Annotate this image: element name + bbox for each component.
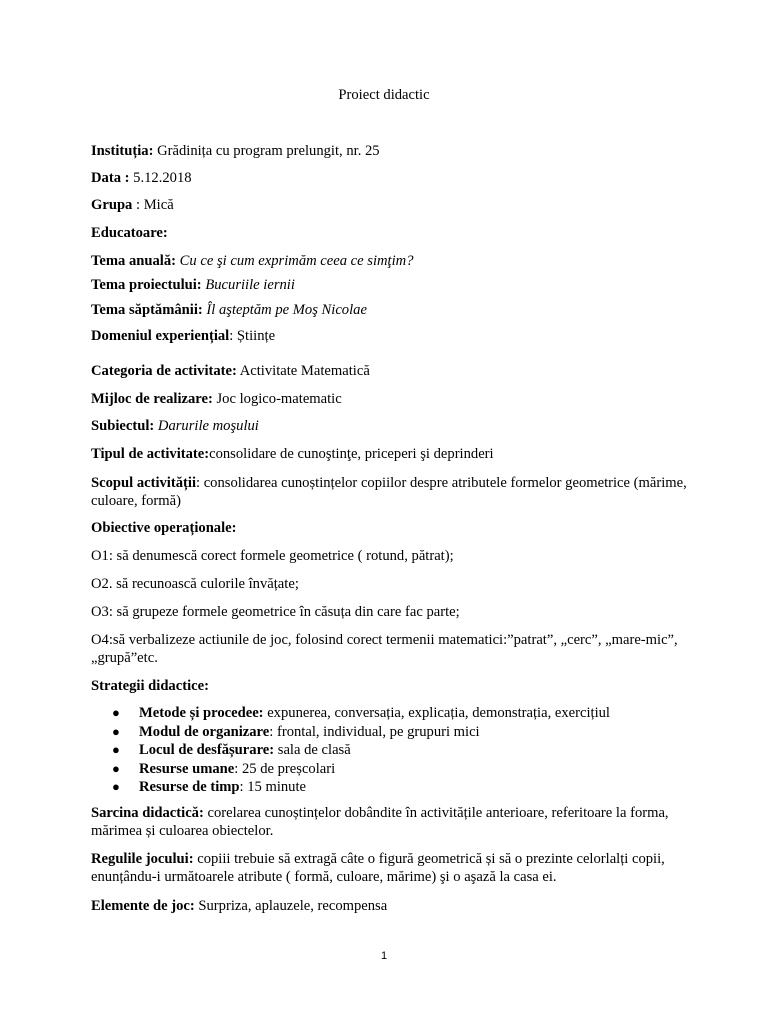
field-label: Educatoare:: [91, 225, 168, 241]
field-regulile: [91, 850, 691, 886]
field-label: Scopul activității: [91, 475, 196, 491]
field-value: : Științe: [229, 328, 276, 344]
field-value: : consolidarea cunoștințelor copiilor despre atributele formelor geometrice (mărime, culoare, formă): [91, 475, 687, 509]
field-label: Elemente de joc:: [91, 898, 195, 914]
field-label: Regulile jocului:: [91, 851, 194, 867]
field-value: Grădinița cu program prelungit, nr. 25: [153, 143, 380, 159]
item-value: : frontal, individual, pe grupuri mici: [269, 723, 480, 740]
item-label: Resurse de timp: [139, 779, 240, 795]
field-label: Categoria de activitate:: [91, 363, 237, 379]
field-label: Tema proiectului:: [91, 277, 202, 293]
field-tema-proiectului: [91, 276, 691, 294]
field-label: Subiectul:: [91, 418, 155, 434]
field-domeniul: [91, 327, 691, 345]
field-value: Cu ce şi cum exprimăm ceea ce simţim?: [179, 253, 414, 269]
field-label: Data :: [91, 170, 130, 186]
list-item: [91, 778, 691, 797]
field-value: 5.12.2018: [129, 170, 192, 186]
item-label: Locul de desfășurare:: [139, 742, 275, 758]
section-label: Strategii didactice:: [91, 678, 209, 694]
field-value: Activitate Matematică: [236, 363, 370, 379]
field-mijloc: [91, 390, 691, 408]
obiective-heading: [91, 519, 691, 537]
field-label: Instituția:: [91, 143, 154, 159]
field-scopul: [91, 474, 691, 510]
item-value: : 15 minute: [239, 779, 307, 795]
bullet-icon: ●: [112, 705, 120, 720]
section-label: Obiective operaționale:: [91, 520, 237, 536]
field-value: Surpriza, aplauzele, recompensa: [194, 898, 388, 914]
field-value: corelarea cunoștințelor dobândite în activitățile anterioare, referitoare la forma, mărimea și culoarea obiectelor.: [91, 805, 669, 839]
field-label: Tema anuală:: [91, 253, 177, 269]
list-item: [91, 723, 691, 742]
bullet-icon: ●: [112, 760, 120, 776]
objective-o2: O2. să recunoască culorile învățate;: [91, 576, 299, 592]
field-value: Bucuriile iernii: [205, 277, 295, 293]
field-value: Darurile moşului: [157, 418, 259, 434]
list-item: [91, 741, 691, 760]
field-label: Sarcina didactică:: [91, 805, 204, 821]
item-label: Resurse umane: [139, 760, 235, 777]
objective-o4: O4:să verbalizeze actiunile de joc, folosind corect termenii matematici:”patrat”, „cerc”, „mare-mic”, „grupă”etc.: [91, 632, 678, 666]
field-educatoare: [91, 224, 691, 242]
objective-o3: O3: să grupeze formele geometrice în căsuța din care fac parte;: [91, 604, 460, 620]
field-value: Joc logico-matematic: [212, 391, 342, 407]
strategii-heading: [91, 677, 691, 695]
bullet-icon: ●: [112, 723, 120, 739]
field-elemente: [91, 897, 691, 915]
bullet-icon: ●: [112, 742, 120, 757]
field-categoria: [91, 362, 691, 380]
bullet-icon: ●: [112, 779, 120, 794]
field-grupa: [91, 196, 691, 214]
field-label: Domeniul experiențial: [91, 328, 230, 344]
field-value: copiii trebuie să extragă câte o figură geometrică și să o prezinte celorlalți copii, enunțându-i următoarele atribute ( formă, culoare, mărime) şi o aşază la casa ei.: [91, 851, 665, 885]
objective-o1: O1: să denumescă corect formele geometrice ( rotund, pătrat);: [91, 548, 454, 564]
item-label: Metode și procedee:: [139, 705, 264, 721]
field-tipul: [91, 445, 691, 463]
list-item: [91, 760, 691, 779]
field-subiectul: [91, 417, 691, 435]
field-label: Tipul de activitate:: [91, 446, 210, 462]
strategii-list: [91, 704, 691, 797]
field-tema-saptamanii: [91, 301, 691, 319]
page-title: Proiect didactic: [338, 87, 430, 103]
field-label: Grupa: [91, 197, 133, 213]
field-value: consolidare de cunoştinţe, priceperi şi deprinderi: [209, 446, 494, 462]
item-label: Modul de organizare: [139, 723, 270, 740]
field-data: [91, 169, 691, 187]
item-value: : 25 de preșcolari: [234, 760, 336, 777]
field-institutia: [91, 142, 691, 160]
item-value: expunerea, conversația, explicația, demonstrația, exercițiul: [263, 705, 610, 721]
item-value: sala de clasă: [274, 742, 351, 758]
list-item: [91, 704, 691, 723]
field-sarcina: [91, 804, 691, 840]
field-label: Tema săptămânii:: [91, 302, 203, 318]
field-tema-anuala: [91, 252, 691, 270]
field-value: : Mică: [132, 197, 174, 213]
field-value: Îl aşteptăm pe Moş Nicolae: [206, 302, 367, 318]
page-number: 1: [380, 950, 388, 962]
field-label: Mijloc de realizare:: [91, 391, 213, 407]
